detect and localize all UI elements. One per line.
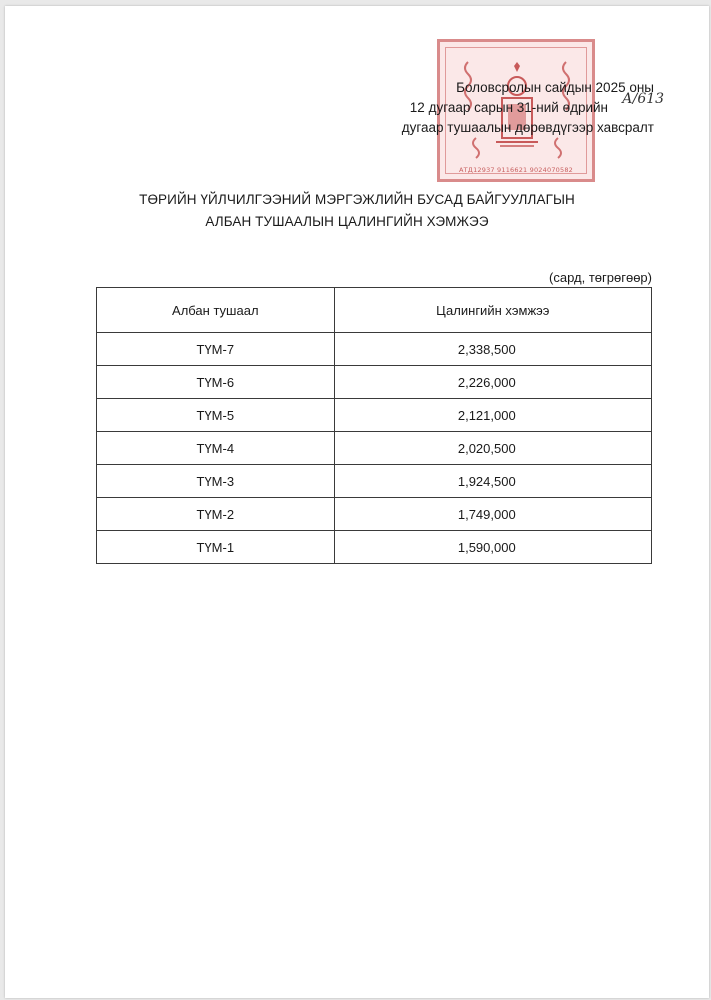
salary-cell [334,399,651,432]
table-row [97,399,652,432]
document-title-line-1: ТӨРИЙН ҮЙЛЧИЛГЭЭНИЙ МЭРГЭЖЛИЙН БУСАД БАЙГУУЛЛАГЫН [139,192,575,207]
position-cell: ТҮМ-2 [97,498,335,531]
column-header-position: Албан тушаал [97,288,335,333]
annex-line-3: дугаар тушаалын дөрөвдүгээр хавсралт [401,120,654,135]
salary-value: 2,226,000 [457,374,516,390]
salary-cell [334,432,651,465]
position-cell: ТҮМ-5 [97,399,335,432]
salary-value: 2,338,500 [457,341,516,357]
salary-table [96,287,652,564]
salary-cell [334,498,651,531]
table-row [97,498,652,531]
table-header-row [97,288,652,333]
document-page [5,6,709,998]
salary-value: 1,590,000 [457,539,516,555]
position-cell: ТҮМ-1 [97,531,335,564]
salary-cell [334,531,651,564]
annex-line-2-text: 12 дугаар сарын 31-ний өдрийн [409,100,608,115]
table-row [97,366,652,399]
annex-reference-block [402,78,654,138]
salary-cell [334,366,651,399]
salary-value: 2,020,500 [457,440,516,456]
column-header-salary: Цалингийн хэмжээ [334,288,651,333]
table-row [97,465,652,498]
seal-registration-code: АТД12937 9116621 9024070582 [458,166,573,174]
table-row [97,333,652,366]
document-title-line-2: АЛБАН ТУШААЛЫН ЦАЛИНГИЙН ХЭМЖЭЭ [205,214,489,229]
annex-line-1: Боловсролын сайдын 2025 оны [456,80,654,95]
position-cell: ТҮМ-4 [97,432,335,465]
table-row [97,531,652,564]
position-cell: ТҮМ-7 [97,333,335,366]
salary-value: 1,924,500 [457,473,516,489]
salary-cell [334,465,651,498]
salary-cell [334,333,651,366]
position-cell: ТҮМ-6 [97,366,335,399]
table-row [97,432,652,465]
salary-value: 1,749,000 [457,506,516,522]
position-cell: ТҮМ-3 [97,465,335,498]
order-number-handwritten: А/613 [622,91,665,107]
annex-line-2 [402,98,654,118]
unit-note: (сард, төгрөгөөр) [549,270,652,285]
salary-value: 2,121,000 [457,407,516,423]
